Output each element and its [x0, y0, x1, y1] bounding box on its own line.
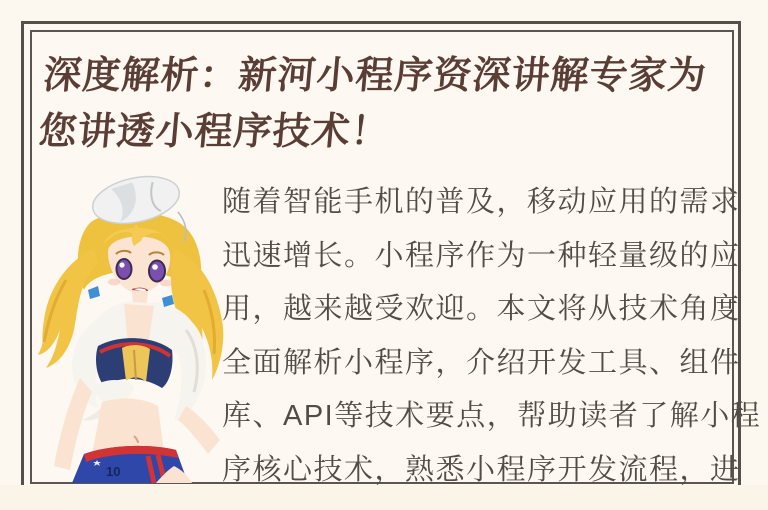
- body-line: 全面解析小程序，介绍开发工具、组件: [222, 346, 741, 379]
- body-line: 迅速增长。小程序作为一种轻量级的应: [222, 239, 741, 272]
- article-body: [222, 176, 762, 497]
- title-line-1: 深度解析：新河小程序资深讲解专家为: [41, 55, 709, 97]
- body-line: 用，越来越受欢迎。本文将从技术角度: [222, 293, 741, 325]
- title-line-2: 您讲透小程序技术！: [36, 111, 392, 153]
- body-line: 库、API等技术要点，帮助读者了解小程: [222, 400, 762, 432]
- shorts-number: 10: [106, 464, 121, 479]
- body-line: 序核心技术，熟悉小程序开发流程，进: [222, 453, 741, 486]
- article-title: [36, 48, 718, 160]
- bottom-margin: [0, 485, 768, 510]
- anime-girl-svg: [36, 170, 228, 483]
- anime-girl-illustration: [36, 170, 228, 483]
- body-line: 随着智能手机的普及，移动应用的需求: [222, 186, 741, 218]
